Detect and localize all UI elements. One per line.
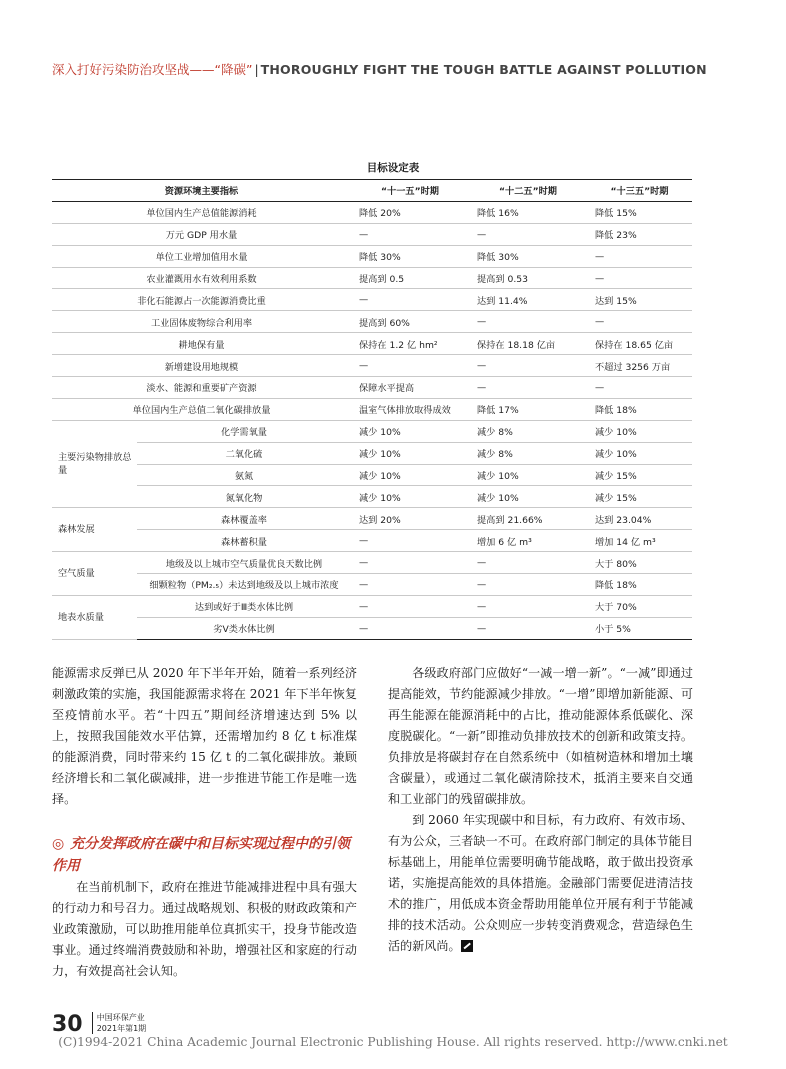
value-cell: 减少 10%	[351, 486, 469, 508]
indicator-cell: 森林蓄积量	[137, 530, 351, 552]
indicator-cell: 二氧化硫	[137, 442, 351, 464]
value-cell: 保持在 18.65 亿亩	[587, 333, 692, 355]
value-cell: 减少 8%	[469, 442, 587, 464]
table-row	[52, 398, 692, 420]
issue-label: 2021年第1期	[96, 1024, 147, 1033]
value-cell: —	[351, 289, 469, 311]
value-cell: 减少 10%	[587, 420, 692, 442]
value-cell: 不超过 3256 万亩	[587, 355, 692, 377]
group-label-cell: 森林发展	[52, 508, 137, 552]
value-cell: 减少 10%	[351, 464, 469, 486]
header-separator: |	[254, 62, 259, 77]
paragraph: 在当前机制下，政府在推进节能减排进程中具有强大的行动力和号召力。通过战略规划、积极的财政政策和产业政策激励，可以助推用能单位真抓实干，投身节能改造事业。通过终端消费鼓励和补助，增强社区和家庭的行动力，有效提高社会认知。	[52, 880, 357, 978]
col-header-13th: “十三五”时期	[587, 180, 692, 202]
indicator-cell: 非化石能源占一次能源消费比重	[52, 289, 351, 311]
value-cell: 增加 14 亿 m³	[587, 530, 692, 552]
col-header-12th: “十二五”时期	[469, 180, 587, 202]
value-cell: 保持在 1.2 亿 hm²	[351, 333, 469, 355]
table-row	[52, 289, 692, 311]
col-header-11th: “十一五”时期	[351, 180, 469, 202]
indicator-cell: 达到或好于Ⅲ类水体比例	[137, 595, 351, 617]
value-cell: 降低 30%	[469, 245, 587, 267]
table-row	[52, 333, 692, 355]
table-row	[52, 595, 692, 617]
value-cell: —	[351, 223, 469, 245]
value-cell: 保障水平提高	[351, 377, 469, 399]
value-cell: 减少 8%	[469, 420, 587, 442]
indicator-cell: 氨氮	[137, 464, 351, 486]
value-cell: 减少 15%	[587, 486, 692, 508]
indicator-cell: 地级及以上城市空气质量优良天数比例	[137, 552, 351, 574]
value-cell: 达到 11.4%	[469, 289, 587, 311]
indicator-cell: 森林覆盖率	[137, 508, 351, 530]
table-row	[52, 486, 692, 508]
value-cell: 减少 15%	[587, 464, 692, 486]
table-row	[52, 617, 692, 639]
value-cell: —	[587, 311, 692, 333]
indicator-cell: 工业固体废物综合利用率	[52, 311, 351, 333]
paragraph-text: 到 2060 年实现碳中和目标，有力政府、有效市场、有为公众，三者缺一不可。在政府部门制定的具体节能目标基础上，用能单位需要明确节能战略，敢于做出投资承诺，实施提高能效的具体措施。金融部门需要促进清洁技术的推广，用低成本资金帮助用能单位开展有利于节能减排的技术活动。公众则应一步转变消费观念，营造绿色生活的新风尚。	[388, 813, 693, 953]
value-cell: 大于 80%	[587, 552, 692, 574]
indicator-cell: 新增建设用地规模	[52, 355, 351, 377]
page-number: 30	[52, 1012, 83, 1037]
indicator-cell: 化学需氧量	[137, 420, 351, 442]
value-cell: —	[469, 595, 587, 617]
table-row	[52, 377, 692, 399]
indicator-cell: 万元 GDP 用水量	[52, 223, 351, 245]
left-column-paragraph-1	[52, 663, 357, 810]
value-cell: 降低 18%	[587, 398, 692, 420]
table-row	[52, 311, 692, 333]
value-cell: —	[469, 574, 587, 596]
magazine-name: 中国环保产业	[96, 1013, 145, 1022]
value-cell: 达到 20%	[351, 508, 469, 530]
value-cell: 降低 17%	[469, 398, 587, 420]
page-footer	[52, 1012, 146, 1037]
paragraph: 能源需求反弹已从 2020 年下半年开始，随着一系列经济刺激政策的实施，我国能源需求将在 2021 年下半年恢复至疫情前水平。若“十四五”期间经济增速达到 5% 以上，按照我国能效水平估算，还需增加约 8 亿 t 标准煤的能源消费，同时带来约 15 亿 t 的二氧化碳排放。兼顾经济增长和二氧化碳减排，进一步推进节能工作是唯一选择。	[52, 666, 357, 806]
left-column-paragraph-2	[52, 877, 357, 982]
value-cell: 提高到 0.53	[469, 267, 587, 289]
value-cell: 提高到 60%	[351, 311, 469, 333]
table-row	[52, 201, 692, 223]
table-row	[52, 223, 692, 245]
table-header-row	[52, 180, 692, 202]
value-cell: 减少 10%	[587, 442, 692, 464]
section-heading	[52, 833, 362, 877]
value-cell: —	[587, 267, 692, 289]
end-mark-icon	[461, 940, 473, 952]
value-cell: 提高到 0.5	[351, 267, 469, 289]
value-cell: 降低 16%	[469, 201, 587, 223]
value-cell: —	[351, 355, 469, 377]
col-header-indicator: 资源环境主要指标	[52, 180, 351, 202]
section-bullet: ◎	[52, 836, 65, 852]
indicator-cell: 耕地保有量	[52, 333, 351, 355]
indicator-cell: 农业灌溉用水有效利用系数	[52, 267, 351, 289]
group-label-cell: 地表水质量	[52, 595, 137, 639]
header-title-en: THOROUGHLY FIGHT THE TOUGH BATTLE AGAINST POLLUTION	[260, 62, 707, 77]
value-cell: 减少 10%	[469, 464, 587, 486]
value-cell: —	[351, 617, 469, 639]
value-cell: —	[469, 223, 587, 245]
group-label-cell: 主要污染物排放总量	[52, 420, 137, 508]
indicator-cell: 单位工业增加值用水量	[52, 245, 351, 267]
table-title: 目标设定表	[366, 162, 420, 174]
indicator-cell: 淡水、能源和重要矿产资源	[52, 377, 351, 399]
value-cell: —	[351, 530, 469, 552]
header-title-cn: 深入打好污染防治攻坚战——“降碳”	[52, 62, 253, 77]
table-row	[52, 245, 692, 267]
table-row	[52, 442, 692, 464]
running-header	[52, 60, 752, 78]
section-title: 充分发挥政府在碳中和目标实现过程中的引领作用	[52, 836, 350, 874]
indicator-cell: 劣Ⅴ类水体比例	[137, 617, 351, 639]
paragraph	[388, 810, 693, 957]
value-cell: —	[469, 617, 587, 639]
value-cell: —	[469, 552, 587, 574]
value-cell: 减少 10%	[351, 420, 469, 442]
value-cell: —	[587, 377, 692, 399]
value-cell: 降低 30%	[351, 245, 469, 267]
value-cell: —	[351, 574, 469, 596]
value-cell: 提高到 21.66%	[469, 508, 587, 530]
target-table	[52, 179, 692, 640]
indicator-cell: 单位国内生产总值二氧化碳排放量	[52, 398, 351, 420]
value-cell: 降低 23%	[587, 223, 692, 245]
value-cell: —	[587, 245, 692, 267]
table-row	[52, 530, 692, 552]
value-cell: 减少 10%	[469, 486, 587, 508]
copyright-notice: (C)1994-2021 China Academic Journal Electronic Publishing House. All rights reserved. http://www.cnki.net	[58, 1035, 728, 1049]
value-cell: —	[469, 311, 587, 333]
value-cell: —	[469, 355, 587, 377]
table-row	[52, 464, 692, 486]
value-cell: 增加 6 亿 m³	[469, 530, 587, 552]
table-row	[52, 508, 692, 530]
magazine-info	[92, 1012, 146, 1034]
indicator-cell: 氮氧化物	[137, 486, 351, 508]
value-cell: 降低 18%	[587, 574, 692, 596]
value-cell: 达到 15%	[587, 289, 692, 311]
value-cell: 达到 23.04%	[587, 508, 692, 530]
value-cell: 小于 5%	[587, 617, 692, 639]
table-row	[52, 552, 692, 574]
table-row	[52, 420, 692, 442]
right-column	[388, 663, 693, 957]
value-cell: —	[351, 552, 469, 574]
paragraph: 各级政府部门应做好“一减一增一新”。“一减”即通过提高能效，节约能源减少排放。“一增”即增加新能源、可再生能源在能源消耗中的占比，推动能源体系低碳化、深度脱碳化。“一新”即推动负排放技术的创新和政策支持。负排放是将碳封存在自然系统中（如植树造林和增加土壤含碳量），或通过二氧化碳清除技术，抵消主要来自交通和工业部门的残留碳排放。	[388, 666, 693, 806]
value-cell: —	[351, 595, 469, 617]
indicator-cell: 单位国内生产总值能源消耗	[52, 201, 351, 223]
group-label-cell: 空气质量	[52, 552, 137, 596]
value-cell: —	[469, 377, 587, 399]
table-row	[52, 355, 692, 377]
value-cell: 减少 10%	[351, 442, 469, 464]
value-cell: 温室气体排放取得成效	[351, 398, 469, 420]
table-row	[52, 267, 692, 289]
value-cell: 保持在 18.18 亿亩	[469, 333, 587, 355]
value-cell: 降低 20%	[351, 201, 469, 223]
indicator-cell: 细颗粒物（PM₂.₅）未达到地级及以上城市浓度	[137, 574, 351, 596]
value-cell: 大于 70%	[587, 595, 692, 617]
value-cell: 降低 15%	[587, 201, 692, 223]
table-row	[52, 574, 692, 596]
